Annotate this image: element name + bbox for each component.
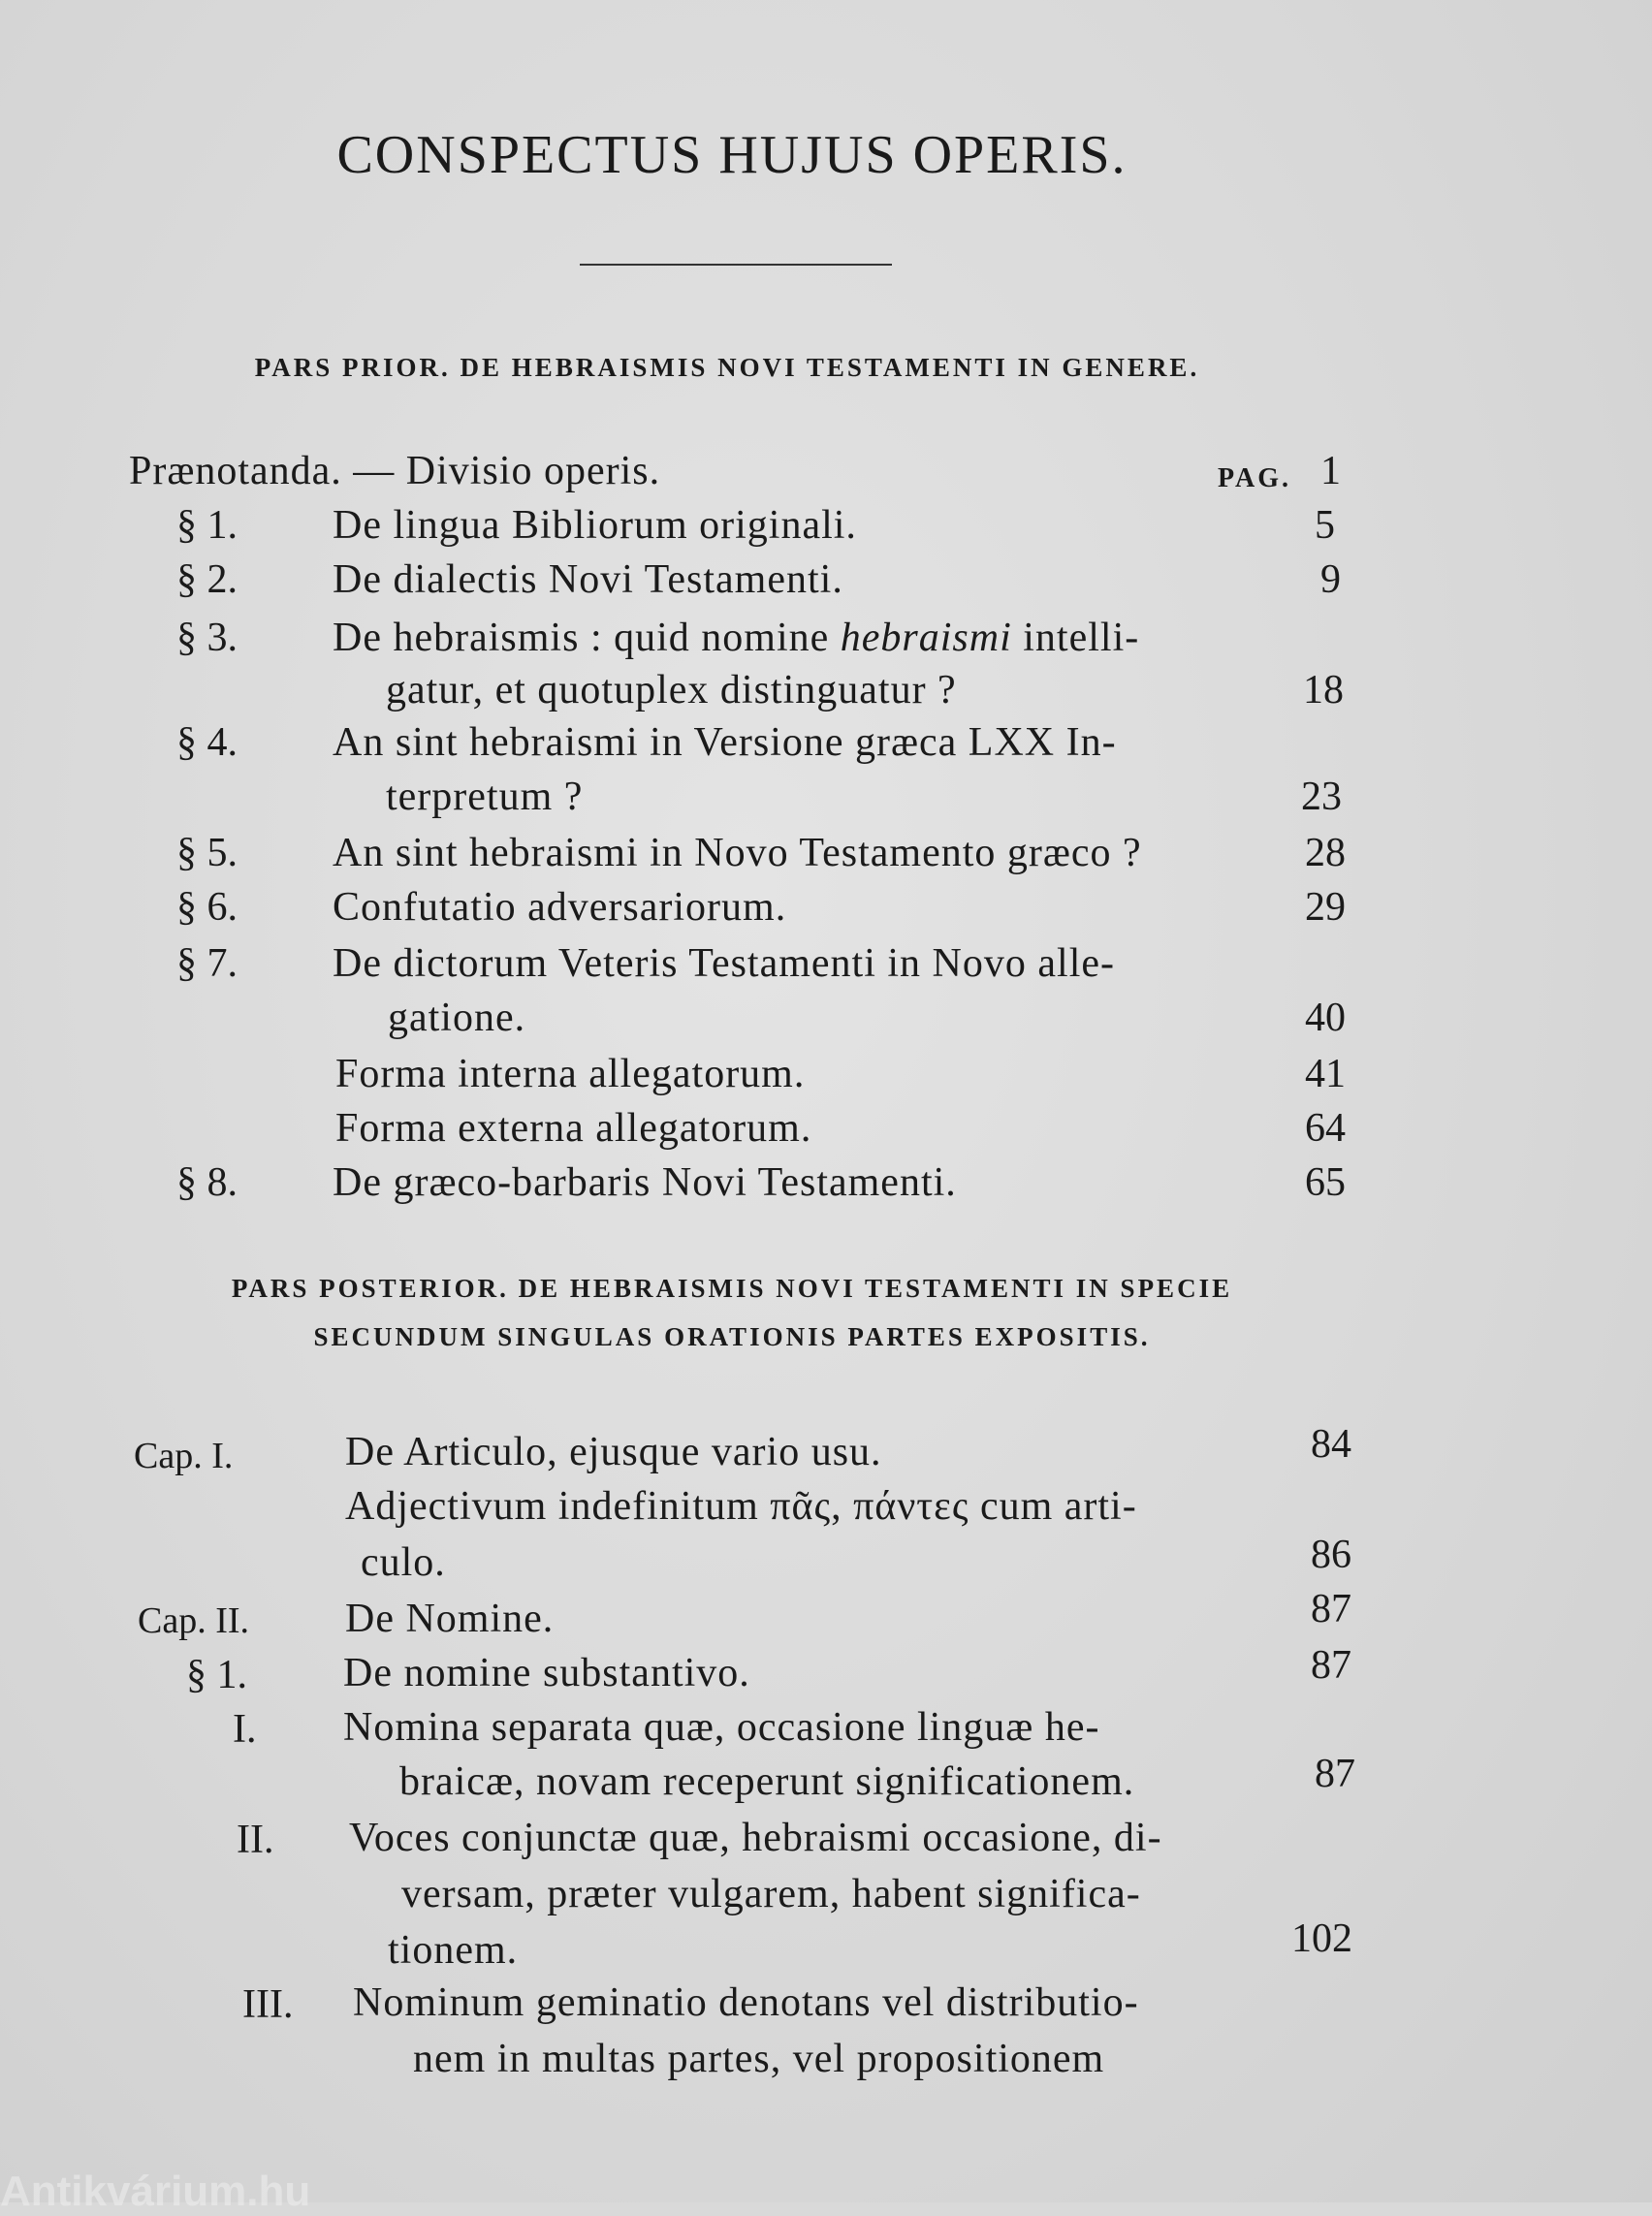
toc-entry: De Nomine.: [345, 1597, 555, 1641]
pars-prior-heading: PARS PRIOR. DE HEBRAISMIS NOVI TESTAMENTI IN GENERE.: [254, 353, 1200, 382]
page-number: 65: [1305, 1160, 1346, 1205]
page-number: 40: [1305, 996, 1346, 1040]
page-number: 87: [1315, 1752, 1355, 1796]
pars-posterior-heading-1: PARS POSTERIOR. DE HEBRAISMIS NOVI TESTAMENTI IN SPECIE: [231, 1274, 1233, 1303]
toc-entry: De græco-barbaris Novi Testamenti.: [333, 1160, 957, 1205]
toc-entry-praenotanda: Prænotanda. — Divisio operis.: [129, 449, 661, 493]
toc-entry: An sint hebraismi in Versione græca LXX In-: [333, 720, 1117, 765]
toc-entry: De nomine substantivo.: [343, 1651, 750, 1695]
section-label: § 1.: [186, 1653, 247, 1697]
section-label: § 5.: [176, 831, 238, 875]
section-label: I.: [233, 1707, 257, 1752]
chapter-label: Cap. I.: [134, 1436, 234, 1476]
page-number: 86: [1311, 1533, 1351, 1577]
page-number: 87: [1311, 1643, 1351, 1688]
section-label: II.: [237, 1818, 274, 1862]
toc-entry: Adjectivum indefinitum πᾶς, πάντες cum arti-: [345, 1484, 1137, 1529]
toc-entry-continuation: gatione.: [388, 996, 526, 1040]
toc-entry: De dialectis Novi Testamenti.: [333, 557, 843, 602]
chapter-label: Cap. II.: [138, 1600, 250, 1641]
section-label: § 4.: [176, 720, 238, 765]
toc-entry: [333, 615, 1139, 661]
section-label: § 3.: [176, 616, 238, 660]
section-label: § 6.: [176, 885, 238, 930]
toc-entry: Forma interna allegatorum.: [335, 1052, 806, 1096]
toc-entry-continuation: gatur, et quotuplex distinguatur ?: [386, 668, 957, 712]
page-number: 102: [1291, 1916, 1352, 1961]
page-title: CONSPECTUS HUJUS OPERIS.: [336, 125, 1128, 185]
toc-entry: Nomina separata quæ, occasione linguæ he-: [343, 1705, 1100, 1750]
toc-entry: Confutatio adversariorum.: [333, 885, 787, 930]
toc-entry-continuation: tionem.: [388, 1928, 519, 1973]
page-number: 18: [1303, 668, 1344, 712]
section-label: III.: [242, 1982, 294, 2027]
toc-entry: De lingua Bibliorum originali.: [333, 503, 857, 548]
toc-entry-tail: intelli-: [1023, 616, 1140, 660]
watermark: Antikvárium.hu: [0, 2168, 311, 2215]
toc-entry-emphasis: hebraismi: [840, 616, 1012, 660]
section-label: § 7.: [176, 941, 238, 986]
section-label: § 1.: [176, 503, 238, 548]
toc-entry: An sint hebraismi in Novo Testamento græco ?: [333, 831, 1142, 875]
section-label: § 2.: [176, 557, 238, 602]
toc-entry: Forma externa allegatorum.: [335, 1106, 812, 1151]
page-number: 28: [1305, 831, 1346, 875]
page-number: 41: [1305, 1052, 1346, 1096]
toc-entry-continuation: nem in multas partes, vel propositionem: [413, 2037, 1105, 2081]
title-divider: [580, 264, 892, 266]
toc-entry-text: De hebraismis : quid nomine: [333, 616, 830, 660]
page-number: 84: [1311, 1422, 1351, 1467]
page-number: 5: [1315, 503, 1335, 548]
toc-entry-continuation: braicæ, novam receperunt significationem.: [399, 1759, 1135, 1804]
pag-label: PAG.: [1218, 463, 1292, 493]
page-number: 23: [1301, 775, 1342, 819]
section-label: § 8.: [176, 1160, 238, 1205]
page-number: 29: [1305, 885, 1346, 930]
toc-entry: Voces conjunctæ quæ, hebraismi occasione, di-: [349, 1816, 1162, 1860]
toc-entry-continuation: terpretum ?: [386, 775, 584, 819]
toc-entry: De dictorum Veteris Testamenti in Novo alle-: [333, 941, 1115, 986]
page-number: 87: [1311, 1587, 1351, 1631]
page-number: 64: [1305, 1106, 1346, 1151]
toc-entry-continuation: versam, præter vulgarem, habent significa-: [401, 1872, 1141, 1916]
toc-entry: De Articulo, ejusque vario usu.: [345, 1430, 882, 1474]
page-number: 9: [1320, 557, 1341, 602]
page-number: 1: [1320, 449, 1341, 493]
toc-entry-continuation: culo.: [361, 1540, 446, 1585]
pars-posterior-heading-2: SECUNDUM SINGULAS ORATIONIS PARTES EXPOSITIS.: [313, 1322, 1151, 1351]
toc-entry: Nominum geminatio denotans vel distributio-: [353, 1980, 1139, 2025]
